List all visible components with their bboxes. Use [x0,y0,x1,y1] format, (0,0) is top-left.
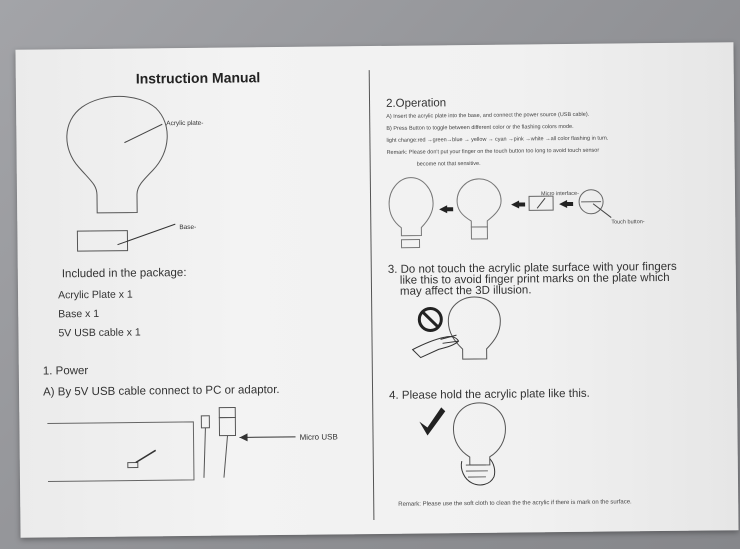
micro-interface-label: Micro interface- [540,190,579,198]
step3-line: like this to avoid finger print marks on the plate which [399,271,670,287]
micro-usb-label: Micro USB [299,432,338,442]
package-item: 5V USB cable x 1 [58,326,141,340]
operation-line: become not that sensitive. [416,160,481,168]
operation-line: B) Press Button to toggle between different color or the flashing colors mode. [386,123,574,132]
center-fold-line [369,70,375,520]
included-heading: Included in the package: [61,266,187,281]
package-item: Base x 1 [58,307,100,321]
operation-line: Remark: Please don't put your finger on the touch button too long to avoid touch sensor [386,147,600,156]
base-illustration [75,216,195,257]
operation-line: A) Insert the acrylic plate into the base, and connect the power source (USB cable). [386,111,590,120]
bottom-remark: Remark: Please use the soft cloth to clean the the acrylic if there is mark on the surface. [398,499,632,508]
holding-plate-illustration [415,400,536,491]
touch-button-label: Touch button- [611,219,645,226]
step4-heading: 4. Please hold the acrylic plate like this. [389,387,590,402]
package-item: Acrylic Plate x 1 [57,288,133,302]
no-touch-illustration [410,296,551,367]
instruction-sheet [15,42,738,537]
operation-heading: 2.Operation [385,97,447,110]
bulb-illustration [56,94,197,225]
base-label: Base- [179,223,197,232]
usb-connection-illustration [43,396,364,489]
power-text: A) By 5V USB cable connect to PC or adaptor. [42,384,280,399]
operation-steps-illustration [387,167,688,250]
power-heading: 1. Power [42,365,89,378]
step3-line: 3. Do not touch the acrylic plate surface with your fingers [387,260,677,276]
step3-line: may affect the 3D illusion. [399,284,532,298]
operation-line: light change:red →green→blue → yellow → cyan →pink →white →all color flashing in turn. [386,135,609,144]
acrylic-plate-label: Acrylic plate- [166,119,204,128]
page-title: Instruction Manual [135,69,261,87]
